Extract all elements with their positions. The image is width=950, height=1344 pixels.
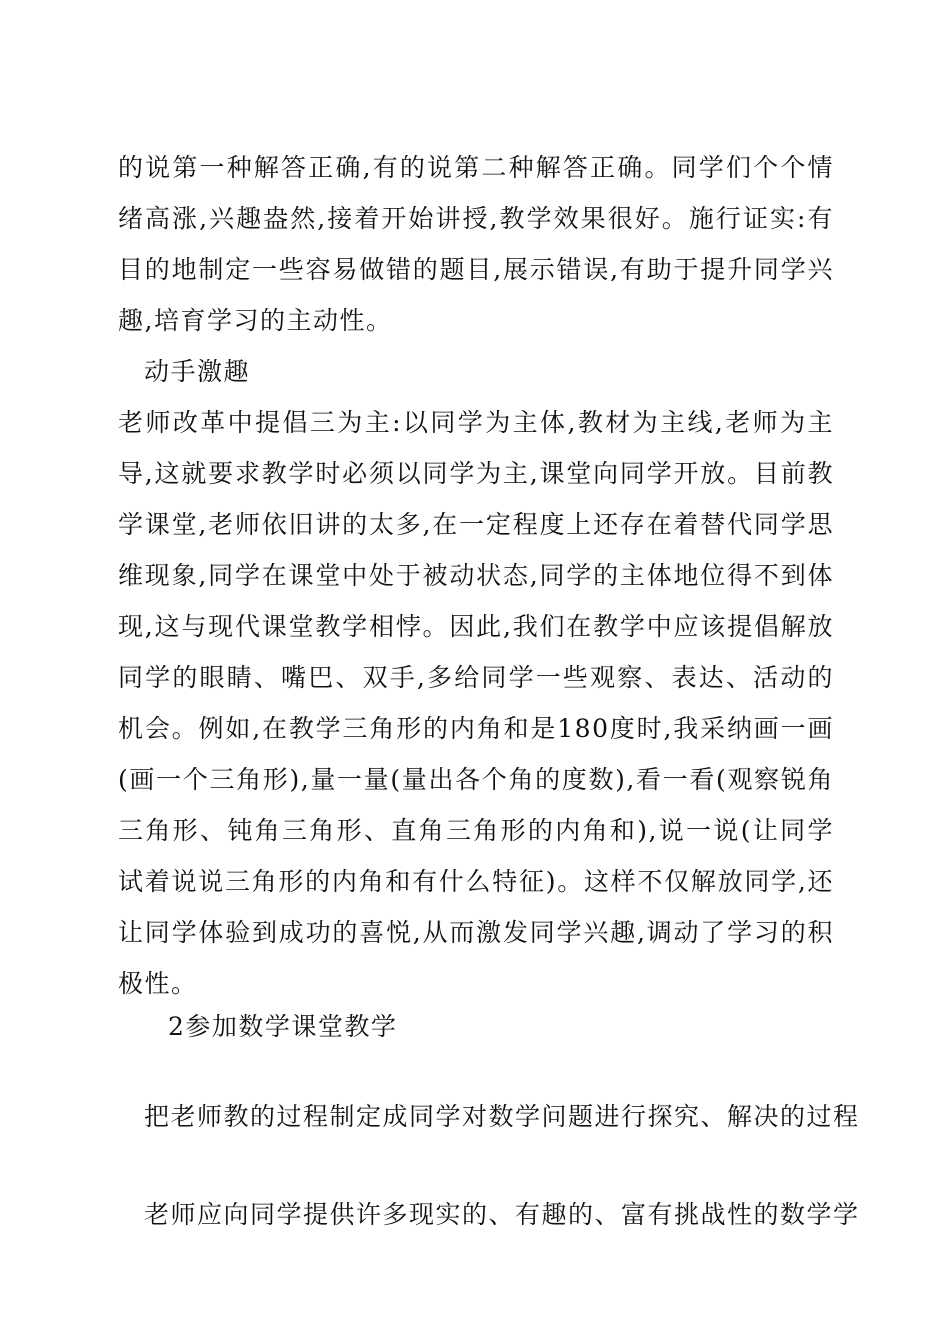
section-heading-hands-on: 动手激趣	[144, 357, 251, 386]
paragraph-teacher-provides: 老师应向同学提供许多现实的、有趣的、富有挑战性的数学学	[144, 1200, 860, 1229]
paragraph-intro: 的说第一种解答正确,有的说第二种解答正确。同学们个个情绪高涨,兴趣盎然,接着开始讲授,教学效果很好。施行证实:有目的地制定一些容易做错的题目,展示错误,有助于提升同学兴趣,培育学习的主动性。	[118, 153, 834, 335]
section-heading-participation: 2参加数学课堂教学	[168, 1012, 398, 1041]
paragraph-process-design: 把老师教的过程制定成同学对数学问题进行探究、解决的过程	[144, 1102, 860, 1131]
paragraph-hands-on: 老师改革中提倡三为主:以同学为主体,教材为主线,老师为主导,这就要求教学时必须以同学为主,课堂向同学开放。目前教学课堂,老师依旧讲的太多,在一定程度上还存在着替代同学思维现象,同学在课堂中处于被动状态,同学的主体地位得不到体现,这与现代课堂教学相悖。因此,我们在教学中应该提倡解放同学的眼睛、嘴巴、双手,多给同学一些观察、表达、活动的机会。例如,在教学三角形的内角和是180度时,我采纳画一画(画一个三角形),量一量(量出各个角的度数),看一看(观察锐角三角形、钝角三角形、直角三角形的内角和),说一说(让同学试着说说三角形的内角和有什么特征)。这样不仅解放同学,还让同学体验到成功的喜悦,从而激发同学兴趣,调动了学习的积极性。	[118, 408, 834, 998]
